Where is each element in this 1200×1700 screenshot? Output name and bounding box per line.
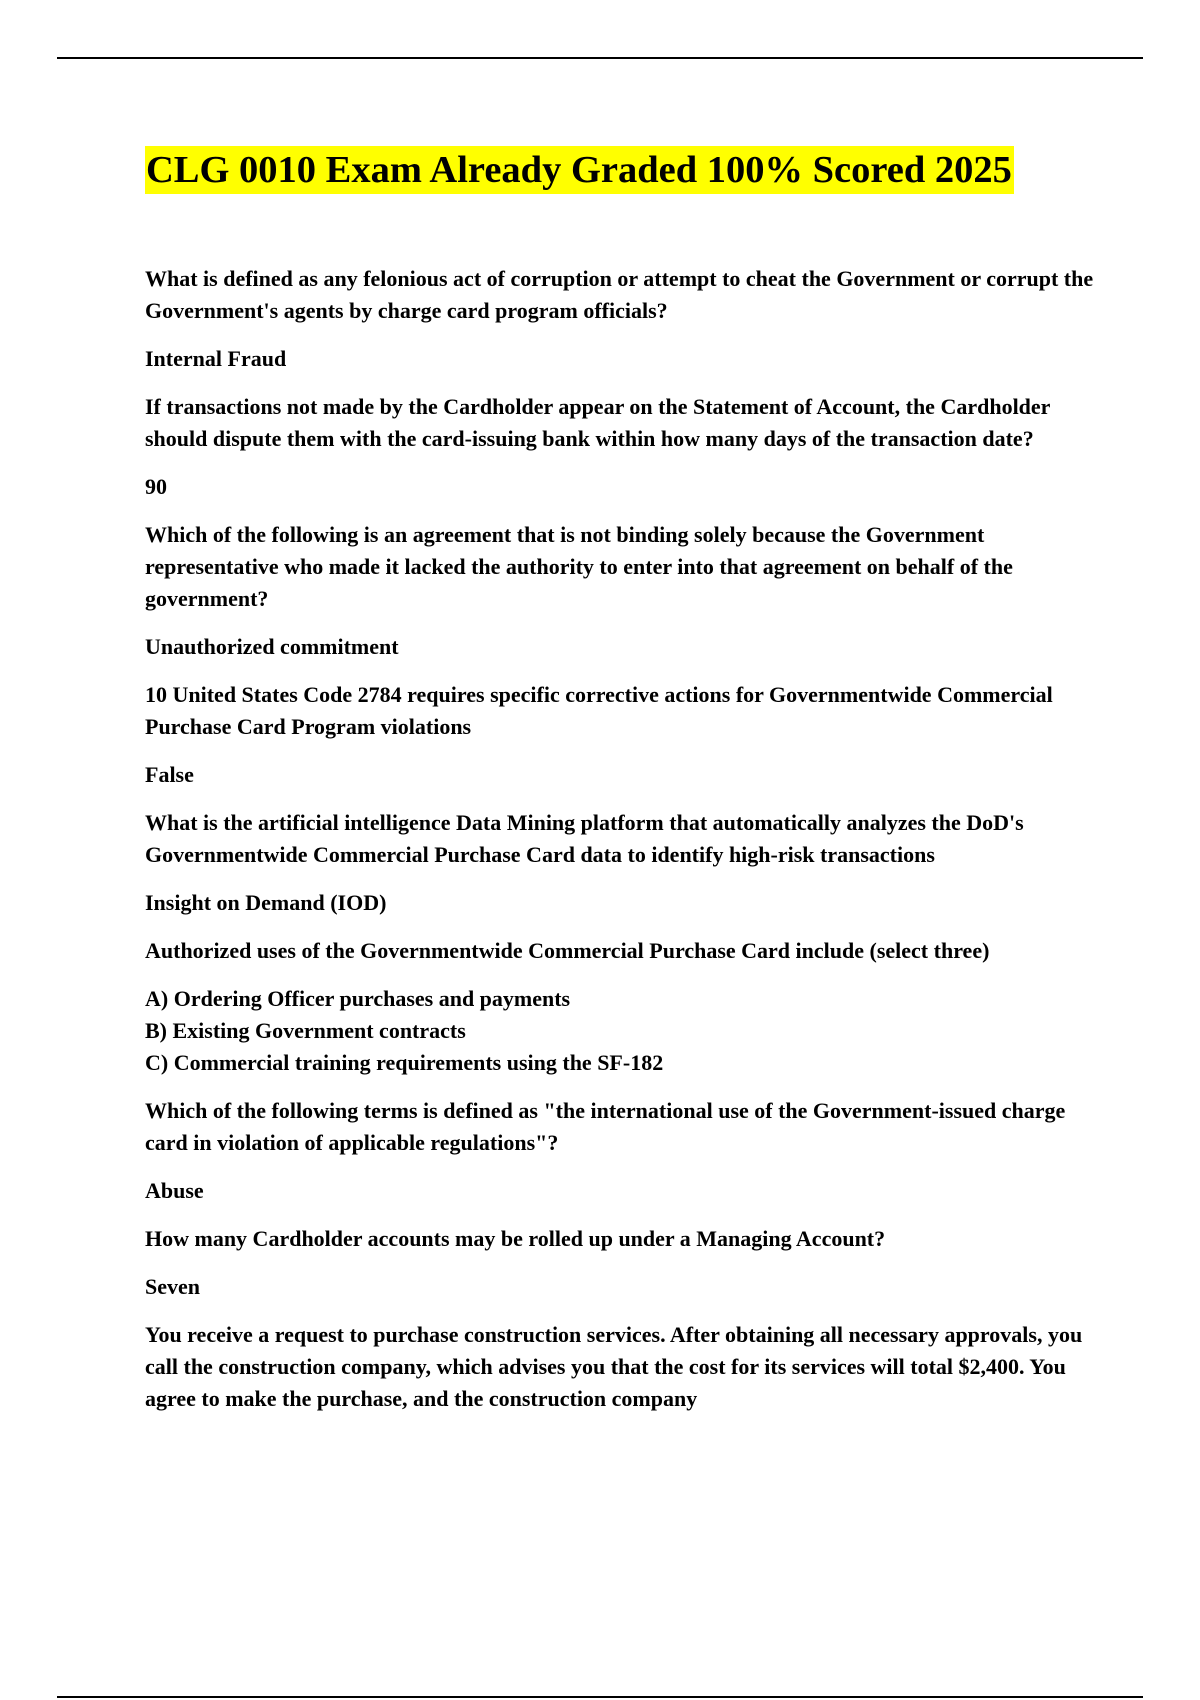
document-title: CLG 0010 Exam Already Graded 100% Scored 2025: [145, 146, 1014, 194]
question-7: Which of the following terms is defined as "the international use of the Government-issued charge card in violation of applicable regulations"?: [145, 1098, 1066, 1155]
answer-3: Unauthorized commitment: [145, 634, 399, 659]
choice-c: C) Commercial training requirements using the SF-182: [145, 1050, 664, 1075]
answer-4: False: [145, 762, 194, 787]
answer-7: Abuse: [145, 1178, 204, 1203]
title-container: [145, 146, 1014, 194]
answer-1: Internal Fraud: [145, 346, 287, 371]
question-5: What is the artificial intelligence Data Mining platform that automatically analyzes the DoD's Governmentwide Commercial Purchase Card data to identify high-risk transactions: [145, 810, 1024, 867]
question-3: Which of the following is an agreement that is not binding solely because the Government representative who made it lacked the authority to enter into that agreement on behalf of the government?: [145, 522, 1013, 611]
footer-rule: [57, 1696, 1143, 1698]
answer-2: 90: [145, 474, 167, 499]
answer-5: Insight on Demand (IOD): [145, 890, 387, 915]
question-9: You receive a request to purchase construction services. After obtaining all necessary approvals, you call the construction company, which advises you that the cost for its services will total $2,400. You agree to make the purchase, and the construction company: [145, 1322, 1083, 1411]
question-8: How many Cardholder accounts may be rolled up under a Managing Account?: [145, 1226, 886, 1251]
question-4: 10 United States Code 2784 requires specific corrective actions for Governmentwide Commercial Purchase Card Program violations: [145, 682, 1053, 739]
document-body: [145, 263, 1095, 1431]
answer-6-choices: [145, 983, 1095, 1079]
question-6: Authorized uses of the Governmentwide Commercial Purchase Card include (select three): [145, 938, 990, 963]
choice-a: A) Ordering Officer purchases and payments: [145, 986, 571, 1011]
question-1: What is defined as any felonious act of corruption or attempt to cheat the Government or corrupt the Government's agents by charge card program officials?: [145, 266, 1094, 323]
answer-8: Seven: [145, 1274, 200, 1299]
choice-b: B) Existing Government contracts: [145, 1018, 466, 1043]
question-2: If transactions not made by the Cardholder appear on the Statement of Account, the Cardholder should dispute them with the card-issuing bank within how many days of the transaction date?: [145, 394, 1051, 451]
header-rule: [57, 57, 1143, 59]
